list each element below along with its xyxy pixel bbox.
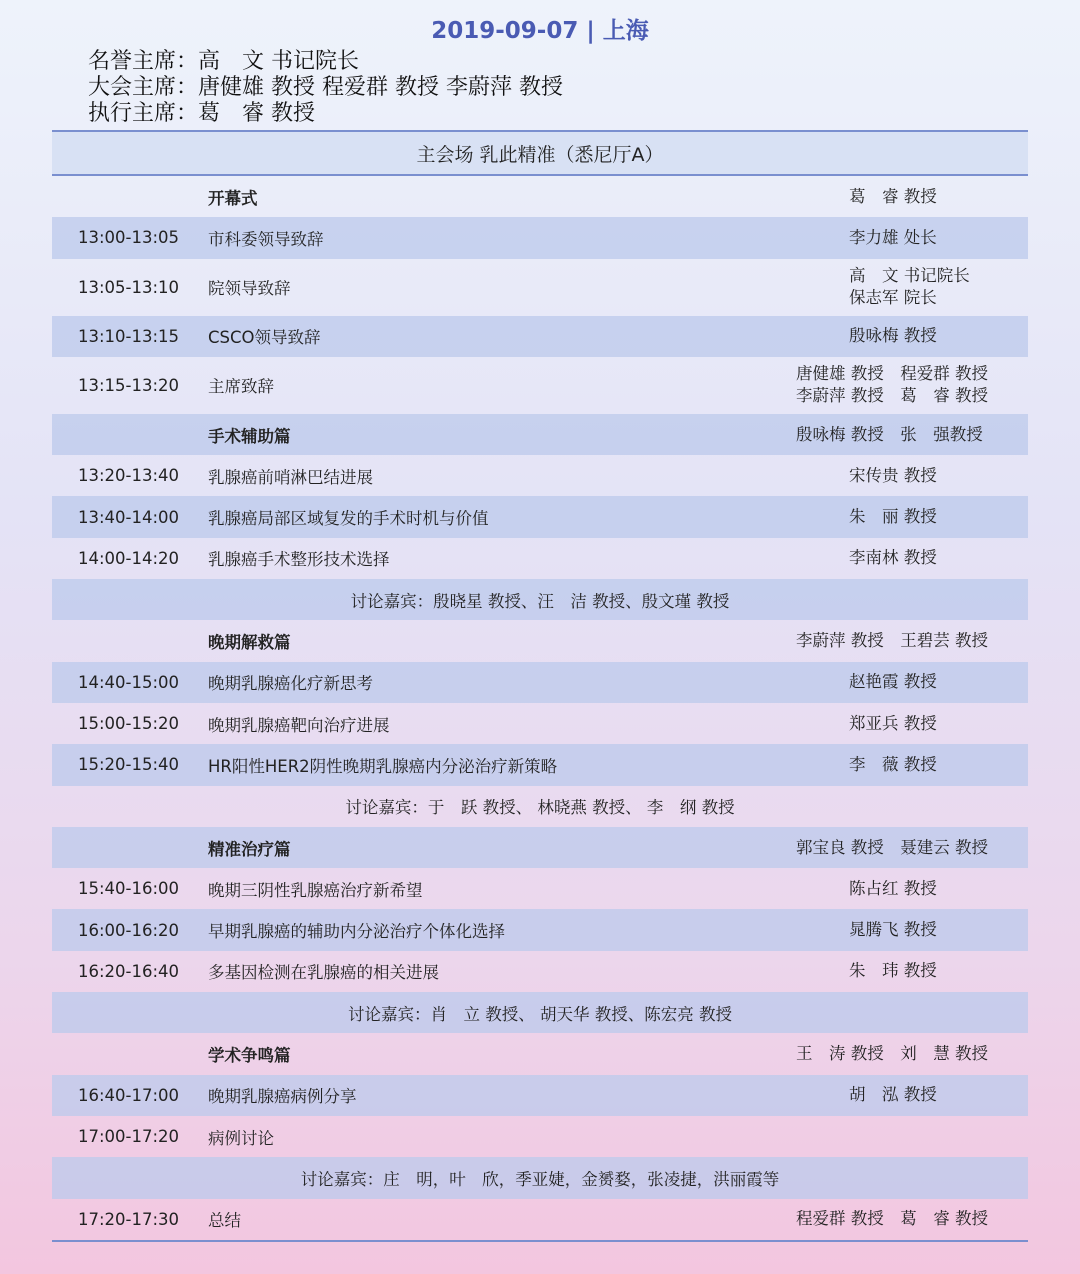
speaker-name: 晁腾飞 教授 bbox=[849, 920, 937, 940]
speaker-name: 郑亚兵 教授 bbox=[849, 713, 937, 733]
time-slot: 13:15-13:20 bbox=[78, 375, 180, 395]
agenda-rows bbox=[52, 176, 1028, 1240]
time-slot: 16:20-16:40 bbox=[78, 961, 180, 981]
section-row bbox=[52, 827, 1028, 868]
speaker-name: 陈占红 教授 bbox=[849, 878, 937, 898]
speakers bbox=[849, 259, 970, 316]
time-slot: 13:40-14:00 bbox=[78, 507, 180, 527]
agenda-row bbox=[52, 951, 1028, 992]
executive-chair: 执行主席：葛 睿 教授 bbox=[88, 101, 315, 126]
speaker-name: 郭宝良 教授 聂建云 教授 bbox=[796, 837, 988, 857]
agenda-row bbox=[52, 316, 1028, 357]
speakers bbox=[849, 217, 937, 258]
topic: 总结 bbox=[208, 1211, 241, 1231]
topic: 主席致辞 bbox=[208, 377, 274, 397]
topic: 晚期乳腺癌病例分享 bbox=[208, 1087, 357, 1107]
speakers bbox=[849, 1075, 937, 1116]
speakers bbox=[849, 909, 937, 950]
speaker-name: 殷咏梅 教授 张 强教授 bbox=[796, 424, 983, 444]
time-slot: 13:20-13:40 bbox=[78, 466, 180, 486]
speakers bbox=[796, 1199, 988, 1240]
section-title: 精准治疗篇 bbox=[208, 839, 291, 859]
agenda-row bbox=[52, 868, 1028, 909]
topic: 院领导致辞 bbox=[208, 279, 291, 299]
speaker-name: 李 薇 教授 bbox=[849, 754, 937, 774]
section-row bbox=[52, 620, 1028, 661]
topic: 晚期三阴性乳腺癌治疗新希望 bbox=[208, 880, 423, 900]
time-slot: 13:00-13:05 bbox=[78, 228, 180, 248]
section-row bbox=[52, 176, 1028, 217]
agenda-row bbox=[52, 703, 1028, 744]
time-slot: 13:10-13:15 bbox=[78, 326, 180, 346]
speakers bbox=[849, 316, 937, 357]
discussion-guests: 讨论嘉宾：殷晓星 教授、汪 洁 教授、殷文瑾 教授 bbox=[350, 591, 730, 611]
speaker-name: 高 文 书记院长 bbox=[849, 266, 970, 286]
topic: 晚期乳腺癌化疗新思考 bbox=[208, 674, 373, 694]
speaker-name: 朱 丽 教授 bbox=[849, 507, 937, 527]
agenda-row bbox=[52, 217, 1028, 258]
agenda-row bbox=[52, 496, 1028, 537]
speaker-name: 李力雄 处长 bbox=[849, 227, 937, 247]
section-row bbox=[52, 1033, 1028, 1074]
discussion-row bbox=[52, 786, 1028, 827]
section-row bbox=[52, 414, 1028, 455]
speakers bbox=[849, 744, 937, 785]
time-slot: 17:20-17:30 bbox=[78, 1209, 180, 1229]
speakers bbox=[796, 357, 988, 414]
time-slot: 15:40-16:00 bbox=[78, 879, 180, 899]
discussion-guests: 讨论嘉宾：肖 立 教授、 胡天华 教授、陈宏亮 教授 bbox=[348, 1004, 732, 1024]
discussion-guests: 讨论嘉宾：于 跃 教授、 林晓燕 教授、 李 纲 教授 bbox=[345, 798, 735, 818]
speaker-name: 李蔚萍 教授 葛 睿 教授 bbox=[796, 386, 988, 406]
speaker-name: 葛 睿 教授 bbox=[849, 186, 937, 206]
speaker-name: 唐健雄 教授 程爱群 教授 bbox=[796, 364, 988, 384]
discussion-row bbox=[52, 579, 1028, 620]
topic: 病例讨论 bbox=[208, 1128, 274, 1148]
discussion-guests: 讨论嘉宾：庄 明，叶 欣，季亚婕，金赟婺，张凌捷，洪丽霞等 bbox=[300, 1169, 780, 1189]
speakers bbox=[796, 414, 983, 455]
section-title: 晚期解救篇 bbox=[208, 633, 291, 653]
speaker-name: 李蔚萍 教授 王碧芸 教授 bbox=[796, 631, 988, 651]
topic: 乳腺癌局部区域复发的手术时机与价值 bbox=[208, 509, 489, 529]
agenda-row bbox=[52, 744, 1028, 785]
topic: 乳腺癌前哨淋巴结进展 bbox=[208, 467, 373, 487]
agenda-row bbox=[52, 259, 1028, 316]
topic: 乳腺癌手术整形技术选择 bbox=[208, 550, 390, 570]
speaker-name: 赵艳霞 教授 bbox=[849, 672, 937, 692]
speakers bbox=[849, 455, 937, 496]
time-slot: 16:00-16:20 bbox=[78, 920, 180, 940]
agenda-table bbox=[52, 130, 1028, 1242]
agenda-row bbox=[52, 1075, 1028, 1116]
topic: 晚期乳腺癌靶向治疗进展 bbox=[208, 715, 390, 735]
agenda-row bbox=[52, 1199, 1028, 1240]
agenda-row bbox=[52, 662, 1028, 703]
date-location: 2019-09-07 | 上海 bbox=[431, 18, 649, 44]
speakers bbox=[849, 662, 937, 703]
speakers bbox=[849, 703, 937, 744]
conference-chairs: 大会主席：唐健雄 教授 程爱群 教授 李蔚萍 教授 bbox=[88, 75, 563, 100]
time-slot: 15:20-15:40 bbox=[78, 755, 180, 775]
speaker-name: 宋传贵 教授 bbox=[849, 465, 937, 485]
speaker-name: 程爱群 教授 葛 睿 教授 bbox=[796, 1209, 988, 1229]
topic: 市科委领导致辞 bbox=[208, 229, 324, 249]
time-slot: 15:00-15:20 bbox=[78, 714, 180, 734]
speakers bbox=[796, 827, 988, 868]
agenda-row bbox=[52, 909, 1028, 950]
speakers bbox=[849, 868, 937, 909]
speaker-name: 胡 泓 教授 bbox=[849, 1085, 937, 1105]
speakers bbox=[796, 620, 988, 661]
topic: 早期乳腺癌的辅助内分泌治疗个体化选择 bbox=[208, 922, 505, 942]
discussion-row bbox=[52, 1157, 1028, 1198]
agenda-row bbox=[52, 1116, 1028, 1157]
speakers bbox=[849, 496, 937, 537]
speaker-name: 王 涛 教授 刘 慧 教授 bbox=[796, 1043, 988, 1063]
speaker-name: 保志军 院长 bbox=[849, 288, 937, 308]
agenda-row bbox=[52, 538, 1028, 579]
time-slot: 13:05-13:10 bbox=[78, 277, 180, 297]
speaker-name: 朱 玮 教授 bbox=[849, 961, 937, 981]
time-slot: 17:00-17:20 bbox=[78, 1127, 180, 1147]
section-title: 开幕式 bbox=[208, 188, 258, 208]
time-slot: 14:40-15:00 bbox=[78, 672, 180, 692]
speaker-name: 李南林 教授 bbox=[849, 548, 937, 568]
section-title: 学术争鸣篇 bbox=[208, 1045, 291, 1065]
discussion-row bbox=[52, 992, 1028, 1033]
speakers bbox=[796, 1033, 988, 1074]
topic: CSCO领导致辞 bbox=[208, 328, 321, 348]
agenda-row bbox=[52, 455, 1028, 496]
speakers bbox=[849, 176, 937, 217]
hall-title: 主会场 乳此精准（悉尼厅A） bbox=[52, 130, 1028, 176]
topic: HR阳性HER2阴性晚期乳腺癌内分泌治疗新策略 bbox=[208, 756, 558, 776]
honorary-chair: 名誉主席：高 文 书记院长 bbox=[88, 49, 359, 74]
table-bottom-rule bbox=[52, 1240, 1028, 1242]
section-title: 手术辅助篇 bbox=[208, 426, 291, 446]
time-slot: 16:40-17:00 bbox=[78, 1085, 180, 1105]
time-slot: 14:00-14:20 bbox=[78, 548, 180, 568]
speaker-name: 殷咏梅 教授 bbox=[849, 326, 937, 346]
speakers bbox=[849, 951, 937, 992]
speakers bbox=[849, 538, 937, 579]
agenda-row bbox=[52, 357, 1028, 414]
topic: 多基因检测在乳腺癌的相关进展 bbox=[208, 963, 439, 983]
